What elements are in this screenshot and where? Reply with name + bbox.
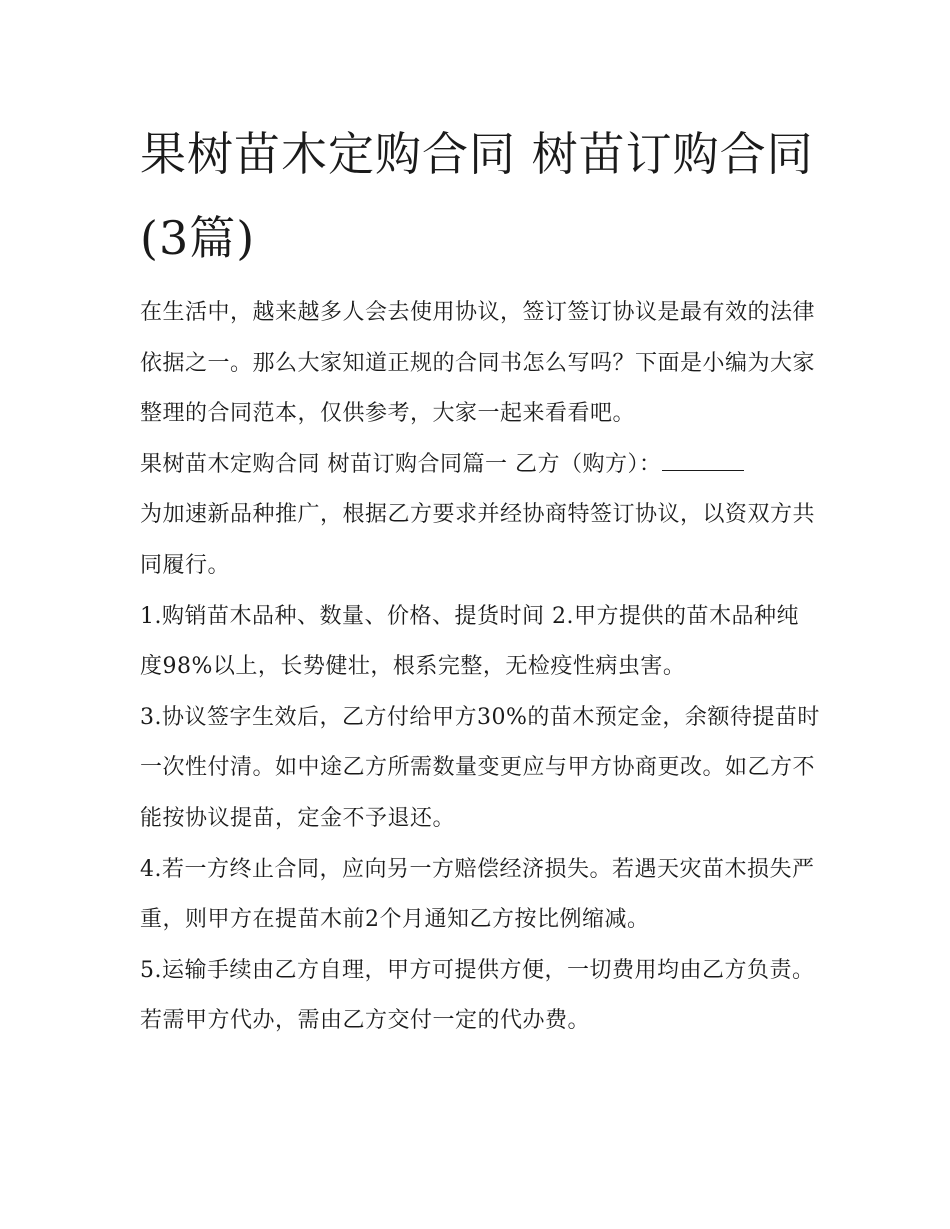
document-title: 果树苗木定购合同 树苗订购合同(3篇) bbox=[140, 127, 814, 265]
section-heading-text: 果树苗木定购合同 树苗订购合同篇一 乙方（购方）： bbox=[140, 451, 662, 477]
clause-5: 5.运输手续由乙方自理，甲方可提供方便，一切费用均由乙方负责。若需甲方代办，需由乙方交付一定的代办费。 bbox=[140, 957, 815, 1034]
buyer-blank-line bbox=[662, 452, 744, 471]
clause-3: 3.协议签字生效后，乙方付给甲方30%的苗木预定金，余额待提苗时一次性付清。如中途乙方所需数量变更应与甲方协商更改。如乙方不能按协议提苗，定金不予退还。 bbox=[140, 704, 820, 831]
clause-1-2: 1.购销苗木品种、数量、价格、提货时间 2.甲方提供的苗木品种纯度98%以上，长势健壮，根系完整，无检疫性病虫害。 bbox=[140, 603, 799, 680]
clause-4: 4.若一方终止合同，应向另一方赔偿经济损失。若遇天灾苗木损失严重，则甲方在提苗木前2个月通知乙方按比例缩减。 bbox=[140, 856, 815, 933]
document-page bbox=[140, 112, 820, 1047]
intro-paragraph: 在生活中，越来越多人会去使用协议，签订签订协议是最有效的法律依据之一。那么大家知道正规的合同书怎么写吗？下面是小编为大家整理的合同范本，仅供参考，大家一起来看看吧。 bbox=[140, 300, 816, 427]
section-intro-paragraph: 为加速新品种推广，根据乙方要求并经协商特签订协议，以资双方共同履行。 bbox=[140, 502, 816, 578]
section-heading bbox=[140, 440, 820, 491]
